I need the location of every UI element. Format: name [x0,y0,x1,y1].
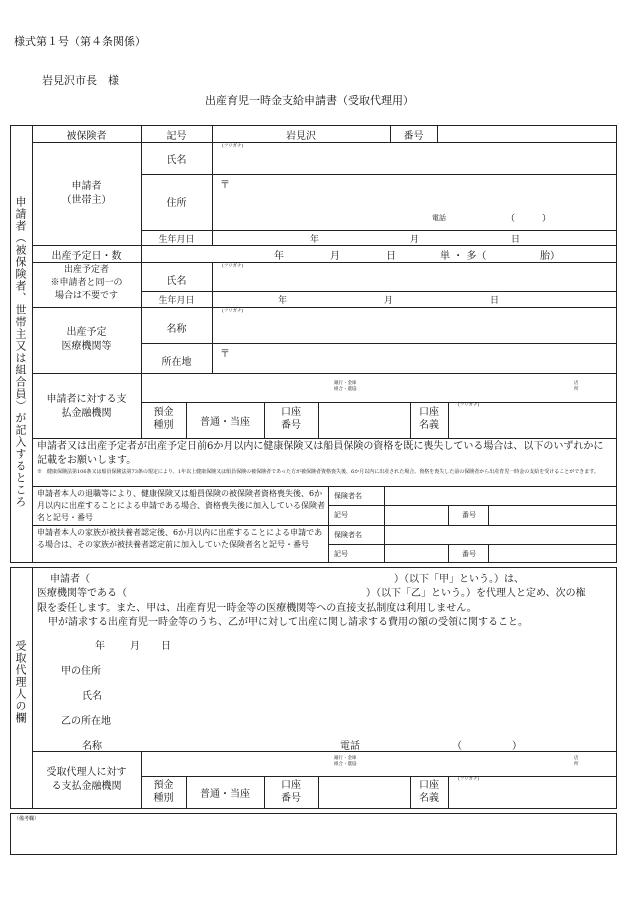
expectant-dob-day: 日 [490,296,500,306]
proxy-line1-b: ）（以下「甲」という。）は、 [394,574,524,585]
facility-postal-mark: 〒 [220,349,230,360]
case2-insurer-label: 保険者名 [334,531,362,539]
notice-footnote: ※ 健康保険法第106条又は船員保険法第73条の規定により、1年以上健康保険又は船員保険の被保険者であった方が被保険者資格喪失後、6か月以内に出産された場合、資格を喪失した前の保険者から出産育児一時金の支給を受けることができます。 [37,469,599,475]
proxy-facility-name-field[interactable] [160,584,360,598]
facility-name-label: 名称 [166,324,187,335]
branch-name-field[interactable] [365,376,570,400]
expectant-label: 出産予定者 ※申請者と同一の 場合は不要です [50,265,123,301]
proxy-bank-name-field[interactable] [145,754,330,774]
case2-symbol-field[interactable] [387,546,445,561]
party-b-name-field[interactable] [112,735,332,749]
applicant-dob-month: 月 [410,235,420,245]
applicant-side-label: 申請者（被保険者、世帯主又は組合員）が記入するところ [14,196,27,508]
proxy-side-label: 受取代理人の欄 [14,640,27,724]
case2-text: 申請者本人の家族が被扶養者認定後、6か月以内に出産することによる申請である場合は、その家族が被扶養者認定前に加入していた保険者名と記号・番号 [37,528,323,549]
applicant-name-field[interactable] [215,152,613,172]
due-date-label: 出産予定日・数 [51,251,122,262]
applicant-address-label: 住所 [166,198,187,209]
due-date-year: 年 [274,251,284,262]
proxy-line2-a: 医療機関等である（ [37,588,127,599]
expectant-name-field[interactable] [215,271,613,289]
insured-number-label: 番号 [403,131,424,142]
case1-insurer-label: 保険者名 [334,492,362,500]
proxy-date-month: 月 [130,641,140,652]
remarks-label: （備考欄） [14,816,40,822]
insured-symbol-label: 記号 [166,131,187,142]
facility-location-label: 所在地 [161,357,192,368]
account-holder-furigana: (フリガナ) [458,403,480,408]
party-a-name-field[interactable] [112,685,412,701]
facility-label: 出産予定 医療機関等 [61,327,112,352]
due-date-month: 月 [330,251,340,262]
proxy-applicant-name-field[interactable] [98,570,388,584]
facility-location-field[interactable] [235,346,613,370]
proxy-account-number-field[interactable] [321,779,407,806]
case2-number-field[interactable] [491,546,614,561]
applicant-label: 申請者 （世帯主） [61,181,112,206]
proxy-line2-b: ）（以下「乙」という。）を代理人と定め、次の権 [366,588,586,599]
proxy-bank-label: 受取代理人に対す る支払金融機関 [46,767,127,792]
form-number: 様式第１号（第４条関係） [14,35,146,48]
bank-type-label: 銀行・金庫 組合・農協 [334,381,357,392]
proxy-deposit-type-label: 預金 種別 [153,780,174,804]
proxy-date-year: 年 [95,641,105,652]
case2-number-label: 番号 [462,550,476,558]
branch-type-label: 店 所 [574,381,579,392]
case1-number-field[interactable] [491,507,614,523]
proxy-line3: 限を委任します。また、甲は、出産育児一時金等の医療機関等への直接支払制度は利用しません。 [37,603,477,614]
party-b-location-field[interactable] [122,710,422,726]
case2-insurer-field[interactable] [387,528,614,542]
applicant-address-field[interactable] [235,178,613,208]
bank-name-field[interactable] [145,376,330,400]
proxy-account-number-label: 口座 番号 [281,780,301,804]
proxy-bank-type-label: 銀行・金庫 組合・農協 [334,756,357,767]
proxy-branch-type-label: 店 所 [574,756,579,767]
proxy-line1-a: 申請者（ [50,574,90,585]
addressee: 岩見沢市長 様 [42,74,119,87]
applicant-dob-day: 日 [511,235,521,245]
case2-symbol-label: 記号 [334,550,348,558]
insured-number-field[interactable] [440,128,614,140]
multiplicity-select[interactable]: 単 ・ 多（ [440,251,487,262]
expectant-name-label: 氏名 [166,276,187,287]
proxy-account-holder-furigana: (フリガナ) [458,777,480,782]
party-a-address-field[interactable] [112,660,412,676]
proxy-date-day: 日 [161,641,171,652]
account-number-field[interactable] [321,405,407,435]
party-b-name-label: 名称 [82,741,102,752]
babies-count: 胎） [540,251,560,262]
proxy-deposit-type-select[interactable]: 普通・当座 [200,789,250,800]
expectant-dob-month: 月 [384,296,394,306]
facility-furigana-label: (フリガナ) [222,309,244,314]
applicant-phone-field[interactable]: （ ） [506,214,552,224]
party-a-name-label: 氏名 [82,691,102,702]
case1-symbol-label: 記号 [334,511,348,519]
expectant-dob-year: 年 [278,296,288,306]
applicant-phone-label: 電話 [432,214,446,222]
insured-symbol-value[interactable]: 岩見沢 [286,131,316,142]
case1-insurer-field[interactable] [387,489,614,503]
facility-name-field[interactable] [215,317,613,341]
deposit-type-label: 預金 種別 [153,407,174,431]
proxy-phone-label: 電話 [340,741,360,752]
due-date-day: 日 [386,251,396,262]
party-b-location-label: 乙の所在地 [61,716,111,727]
case1-text: 申請者本人の退職等により、健康保険又は船員保険の被保険者資格喪失後、6か月以内に出産することによる申請である場合、資格喪失後に加入している保険者名と記号・番号 [37,489,325,522]
party-a-address-label: 甲の住所 [61,666,101,677]
account-holder-label: 口座 名義 [419,407,439,431]
applicant-postal-mark: 〒 [220,180,230,191]
applicant-furigana-label: (フリガナ) [222,144,244,149]
applicant-name-label: 氏名 [166,155,187,166]
account-number-label: 口座 番号 [281,407,301,431]
applicant-dob-label: 生年月日 [158,235,195,245]
bank-label: 申請者に対する支 払金融機関 [46,394,127,419]
insured-label: 被保険者 [66,131,107,142]
expectant-dob-label: 生年月日 [158,296,195,306]
proxy-account-holder-label: 口座 名義 [419,780,439,804]
deposit-type-select[interactable]: 普通・当座 [200,417,250,428]
remarks-box[interactable] [10,813,617,855]
notice-text: 申請者又は出産予定者が出産予定日前6か月以内に健康保険又は船員保険の資格を既に喪失している場合は、以下のいずれかに記載をお願いします。 [37,441,604,466]
applicant-dob-year: 年 [310,235,320,245]
page-title: 出産育児一時金支給申請書（受取代理用） [205,94,414,107]
proxy-line4: 甲が請求する出産育児一時金等のうち、乙が甲に対して出産に関し請求する費用の額の受領に関すること。 [48,617,528,628]
proxy-branch-name-field[interactable] [365,754,570,774]
case1-symbol-field[interactable] [387,507,445,523]
case1-number-label: 番号 [462,511,476,519]
proxy-account-holder-field[interactable] [451,784,613,806]
expectant-furigana-label: (フリガナ) [222,264,244,269]
account-holder-field[interactable] [451,410,613,435]
proxy-phone-field[interactable]: （ ） [452,741,522,752]
